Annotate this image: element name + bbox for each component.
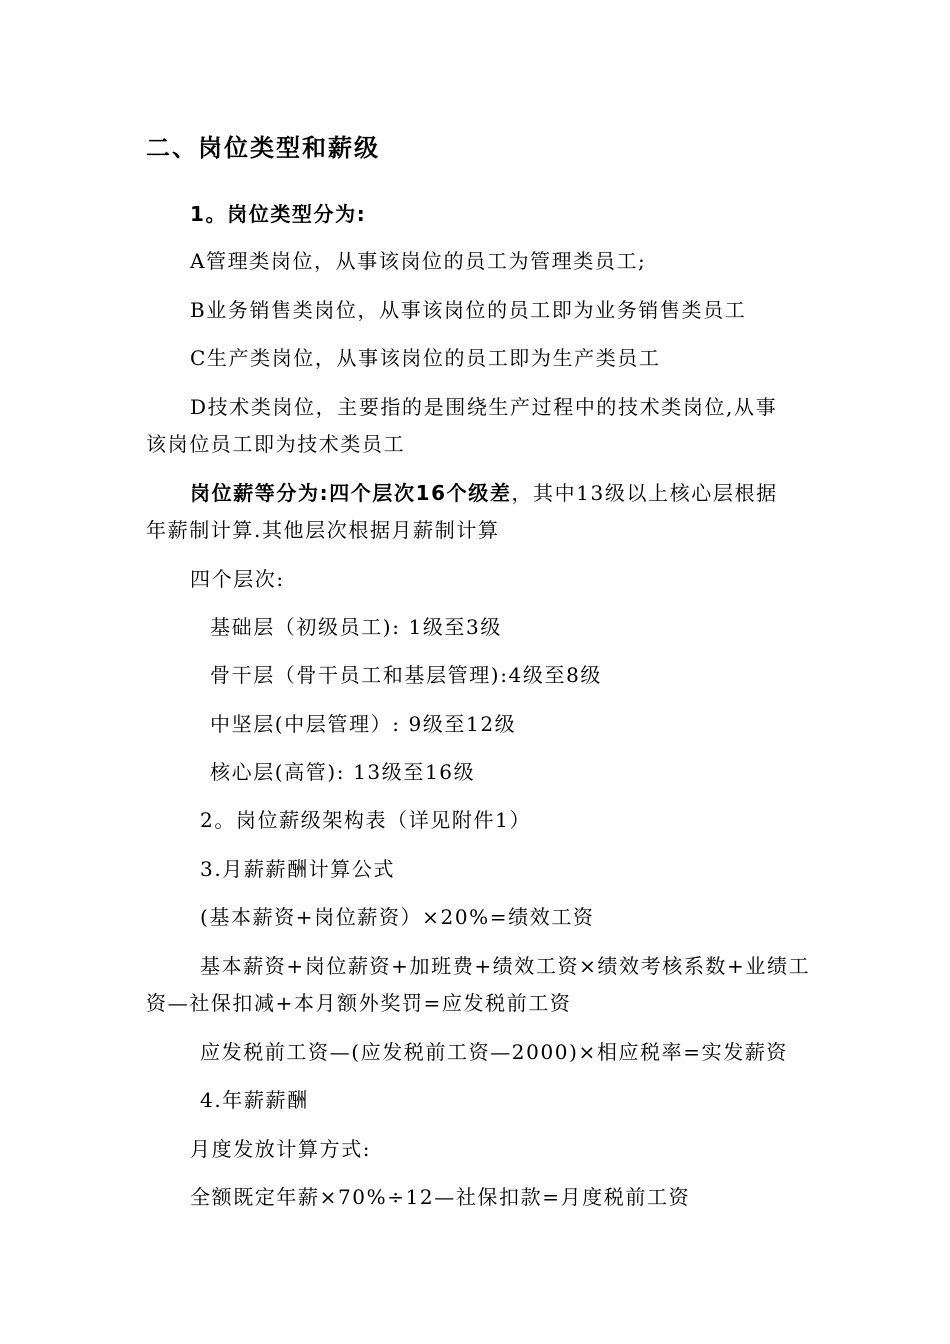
item1-title: 1。岗位类型分为: <box>190 202 367 226</box>
level-item: 骨干层（骨干员工和基层管理):4级至8级 <box>210 663 602 687</box>
formula1-paragraph: (基本薪资+岗位薪资）×20%=绩效工资 <box>200 905 595 929</box>
salary-grade-rest-text: ，其中13级以上核心层根据 <box>511 481 778 505</box>
levels-title: 四个层次: <box>190 567 285 591</box>
level-item: 中坚层(中层管理）: 9级至12级 <box>210 712 517 736</box>
item4-paragraph: 4.年薪薪酬 <box>200 1088 309 1112</box>
monthly-method-title: 月度发放计算方式: <box>190 1137 372 1161</box>
formula2-paragraph-line1: 基本薪资+岗位薪资+加班费+绩效工资×绩效考核系数+业绩工 <box>200 954 811 978</box>
formula4-paragraph: 全额既定年薪×70%÷12—社保扣款=月度税前工资 <box>190 1185 691 1209</box>
salary-grade-paragraph-line1 <box>190 479 778 507</box>
formula3-paragraph: 应发税前工资—(应发税前工资—2000)×相应税率=实发薪资 <box>200 1040 789 1064</box>
type-d-paragraph-line1: D技术类岗位，主要指的是围绕生产过程中的技术类岗位,从事 <box>190 395 778 419</box>
type-d-paragraph-line2: 该岗位员工即为技术类员工 <box>146 432 406 456</box>
item3-paragraph: 3.月薪薪酬计算公式 <box>200 857 396 881</box>
salary-grade-bold-text: 岗位薪等分为:四个层次16个级差 <box>190 481 512 505</box>
salary-grade-paragraph-line2: 年薪制计算.其他层次根据月薪制计算 <box>146 518 500 542</box>
type-a-paragraph: A管理类岗位，从事该岗位的员工为管理类员工; <box>190 249 647 273</box>
level-item: 核心层(高管): 13级至16级 <box>210 760 476 784</box>
formula2-paragraph-line2: 资—社保扣减+本月额外奖罚=应发税前工资 <box>146 991 572 1015</box>
type-b-paragraph: B业务销售类岗位，从事该岗位的员工即为业务销售类员工 <box>190 298 747 322</box>
section-title: 二、岗位类型和薪级 <box>146 134 380 162</box>
level-item: 基础层（初级员工): 1级至3级 <box>210 615 502 639</box>
item2-paragraph: 2。岗位薪级架构表（详见附件1） <box>200 808 532 832</box>
type-c-paragraph: C生产类岗位，从事该岗位的员工即为生产类员工 <box>190 346 661 370</box>
